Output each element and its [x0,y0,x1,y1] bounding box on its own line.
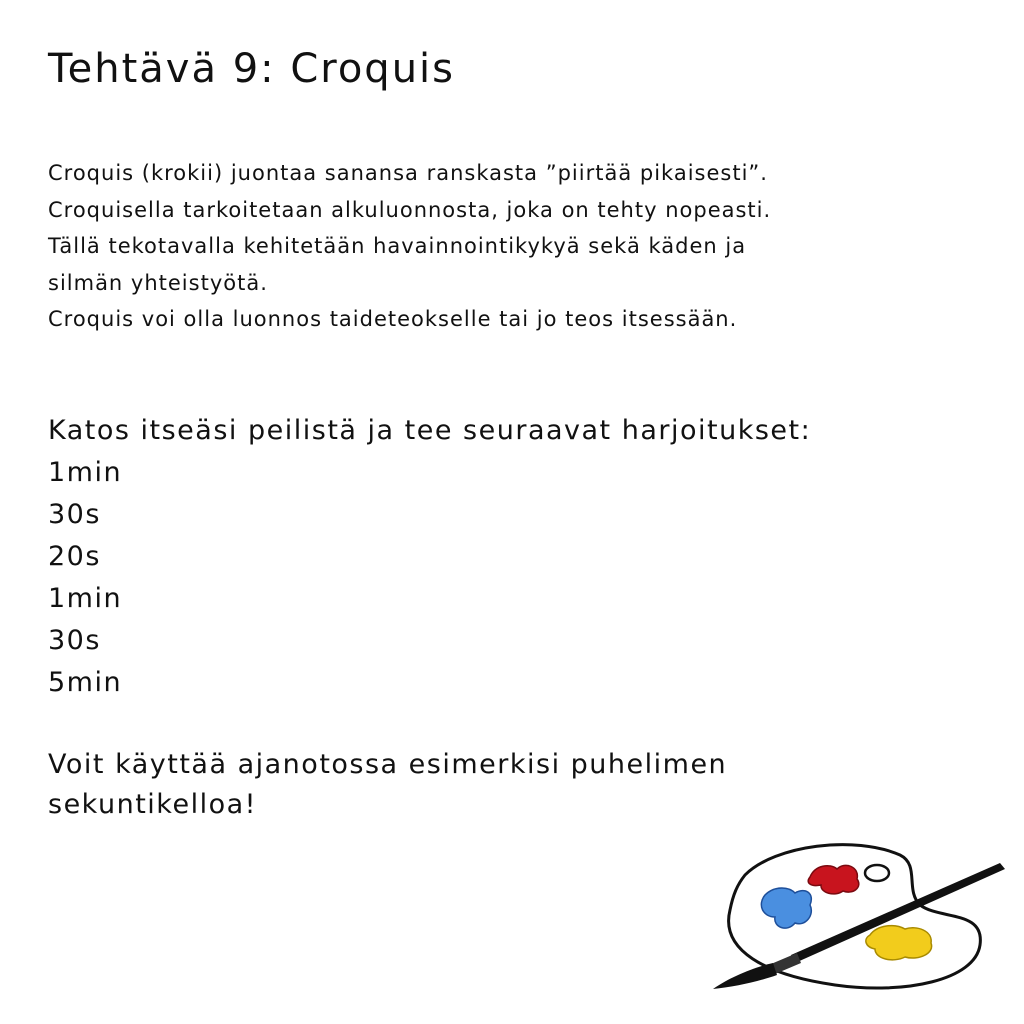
exercise-item: 30s [48,625,101,656]
exercise-item: 20s [48,541,101,572]
intro-line: Croquis voi olla luonnos taideteokselle tai jo teos itsessään. [48,307,738,331]
brush-tip [713,963,777,989]
intro-text [48,155,1008,338]
paint-palette-with-brush-icon [705,835,1005,995]
exercise-item: 5min [48,667,123,698]
intro-line: Croquisella tarkoitetaan alkuluonnosta, joka on tehty nopeasti. [48,197,772,222]
intro-line: Tällä tekotavalla kehitetään havainnointikykyä sekä käden ja [48,234,747,258]
page-title: Tehtävä 9: Croquis [48,46,455,92]
exercise-item: 30s [48,499,101,530]
tip-line: Voit käyttää ajanotossa esimerkisi puhelimen [48,749,728,780]
exercise-list [48,452,122,704]
instruction-text: Katos itseäsi peilistä ja tee seuraavat harjoitukset: [48,415,812,446]
intro-line: Croquis (krokii) juontaa sanansa ranskasta ”piirtää pikaisesti”. [48,161,768,185]
intro-line: silmän yhteistyötä. [48,270,268,295]
exercise-item: 1min [48,583,123,614]
exercise-item: 1min [48,457,123,488]
tip-line: sekuntikelloa! [48,789,257,820]
tip-text [48,745,727,825]
palette-thumb-hole [865,865,889,881]
